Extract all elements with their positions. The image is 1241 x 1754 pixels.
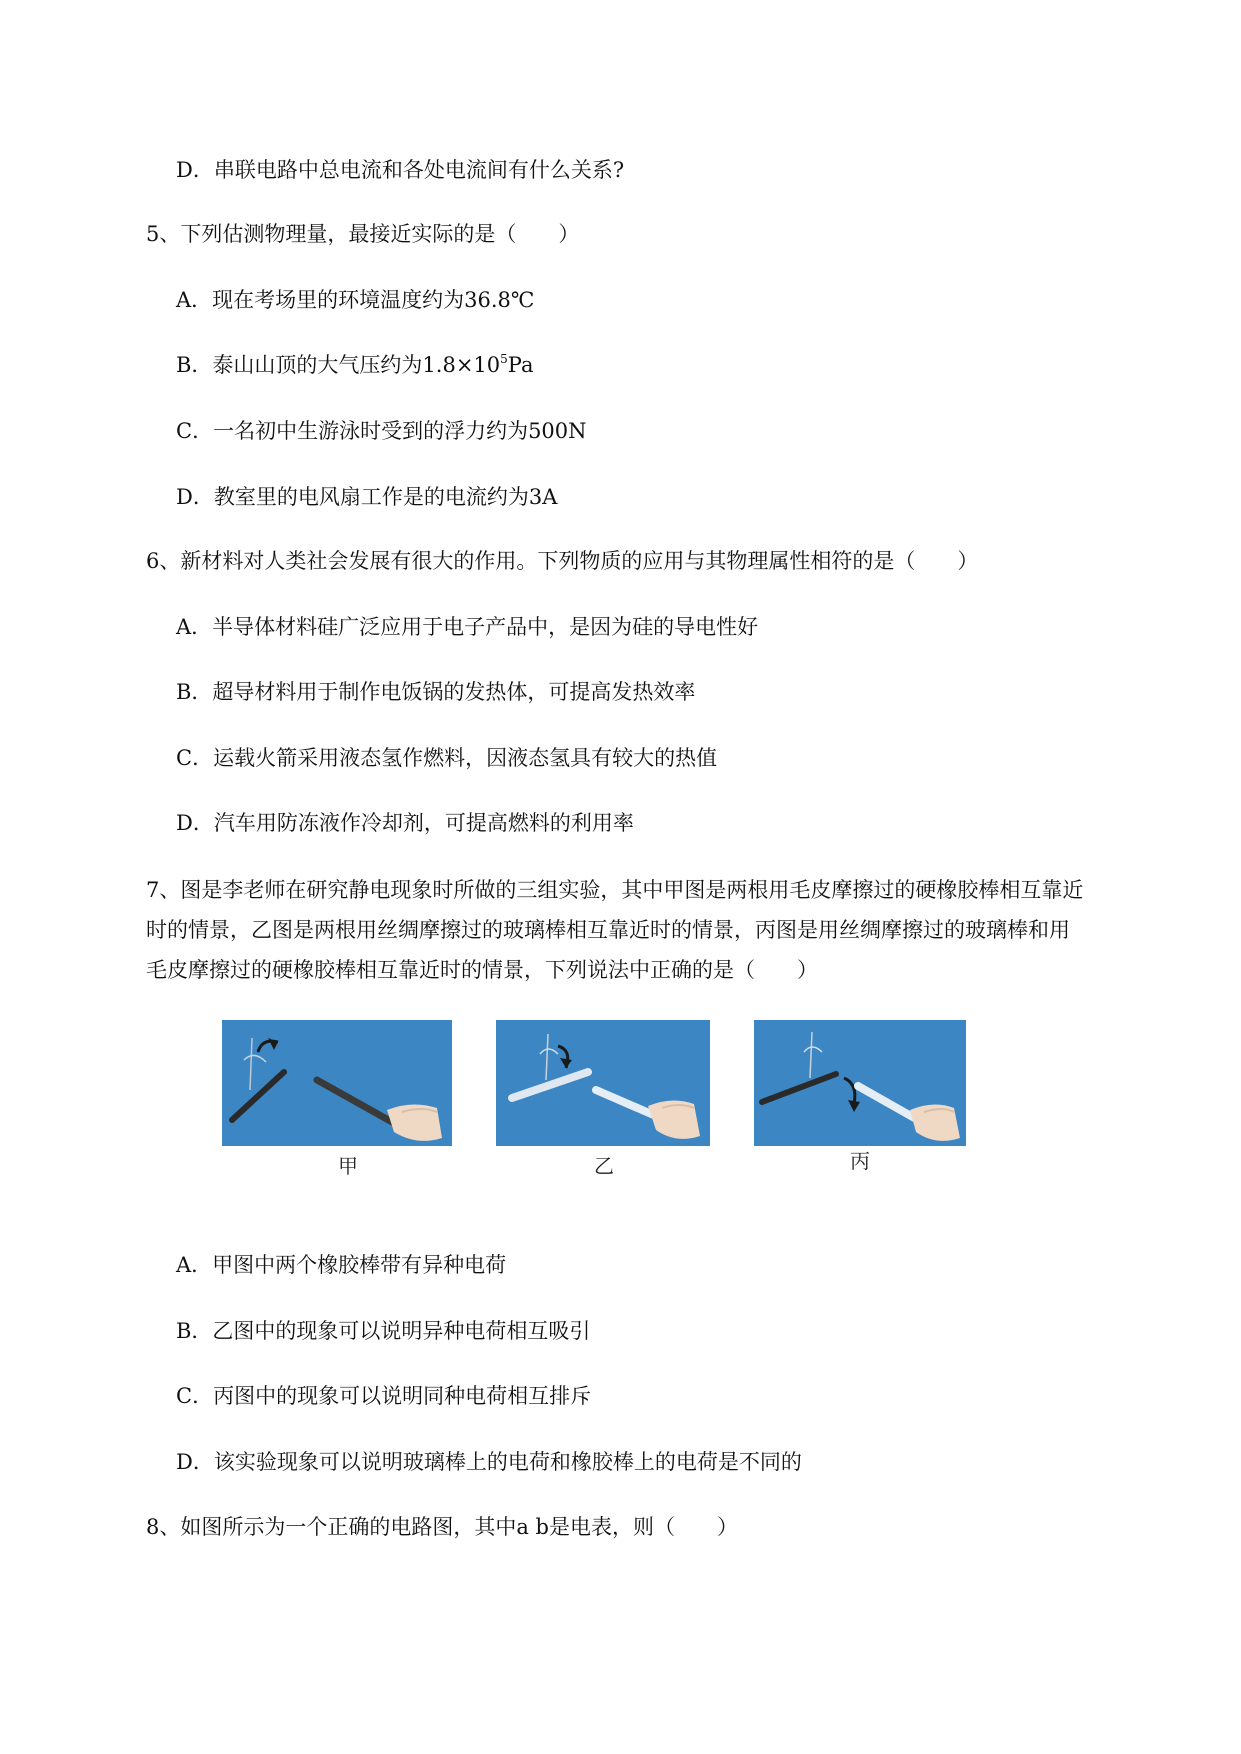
q7-option-c: C．丙图中的现象可以说明同种电荷相互排斥	[176, 1384, 592, 1408]
question-7-line-1: 7、图是李老师在研究静电现象时所做的三组实验，其中甲图是两根用毛皮摩擦过的硬橡胶棒相互靠近	[146, 878, 1084, 902]
question-7	[146, 873, 1156, 987]
q5-option-d: D．教室里的电风扇工作是的电流约为3A	[176, 485, 558, 509]
glass-rubber-rod-photo	[754, 1020, 966, 1146]
q7-option-d: D．该实验现象可以说明玻璃棒上的电荷和橡胶棒上的电荷是不同的	[176, 1450, 802, 1474]
q5-option-b-unit: Pa	[507, 353, 534, 377]
rubber-rod-pair-photo	[222, 1020, 452, 1146]
question-7-line-2: 时的情景，乙图是两根用丝绸摩擦过的玻璃棒相互靠近时的情景，丙图是用丝绸摩擦过的玻璃棒和用	[146, 918, 1070, 942]
q6-option-d: D．汽车用防冻液作冷却剂，可提高燃料的利用率	[176, 811, 634, 835]
question-8: 8、如图所示为一个正确的电路图，其中a b是电表，则（ ）	[146, 1515, 738, 1539]
q5-option-a: A．现在考场里的环境温度约为36.8℃	[176, 288, 535, 312]
q7-option-a: A．甲图中两个橡胶棒带有异种电荷	[176, 1253, 507, 1277]
q6-option-a: A．半导体材料硅广泛应用于电子产品中，是因为硅的导电性好	[176, 615, 759, 639]
q5-option-c: C．一名初中生游泳时受到的浮力约为500N	[176, 419, 587, 443]
q5-option-b	[176, 350, 534, 380]
q6-option-c: C．运载火箭采用液态氢作燃料，因液态氢具有较大的热值	[176, 746, 718, 770]
figure-caption-bing: 丙	[850, 1149, 870, 1173]
figure-caption-yi: 乙	[594, 1154, 614, 1178]
glass-rod-pair-photo	[496, 1020, 710, 1146]
question-7-line-3: 毛皮摩擦过的硬橡胶棒相互靠近时的情景，下列说法中正确的是（ ）	[146, 958, 818, 982]
question-5: 5、下列估测物理量，最接近实际的是（ ）	[146, 222, 580, 246]
figure-caption-jia: 甲	[338, 1154, 358, 1178]
q5-option-b-exponent: 5	[500, 352, 508, 366]
q7-option-b: B．乙图中的现象可以说明异种电荷相互吸引	[176, 1319, 591, 1343]
q4-option-d: D．串联电路中总电流和各处电流间有什么关系?	[176, 158, 625, 182]
q5-option-b-text: B．泰山山顶的大气压约为1.8×10	[176, 353, 501, 377]
question-6: 6、新材料对人类社会发展有很大的作用。下列物质的应用与其物理属性相符的是（ ）	[146, 549, 979, 573]
q6-option-b: B．超导材料用于制作电饭锅的发热体，可提高发热效率	[176, 680, 696, 704]
